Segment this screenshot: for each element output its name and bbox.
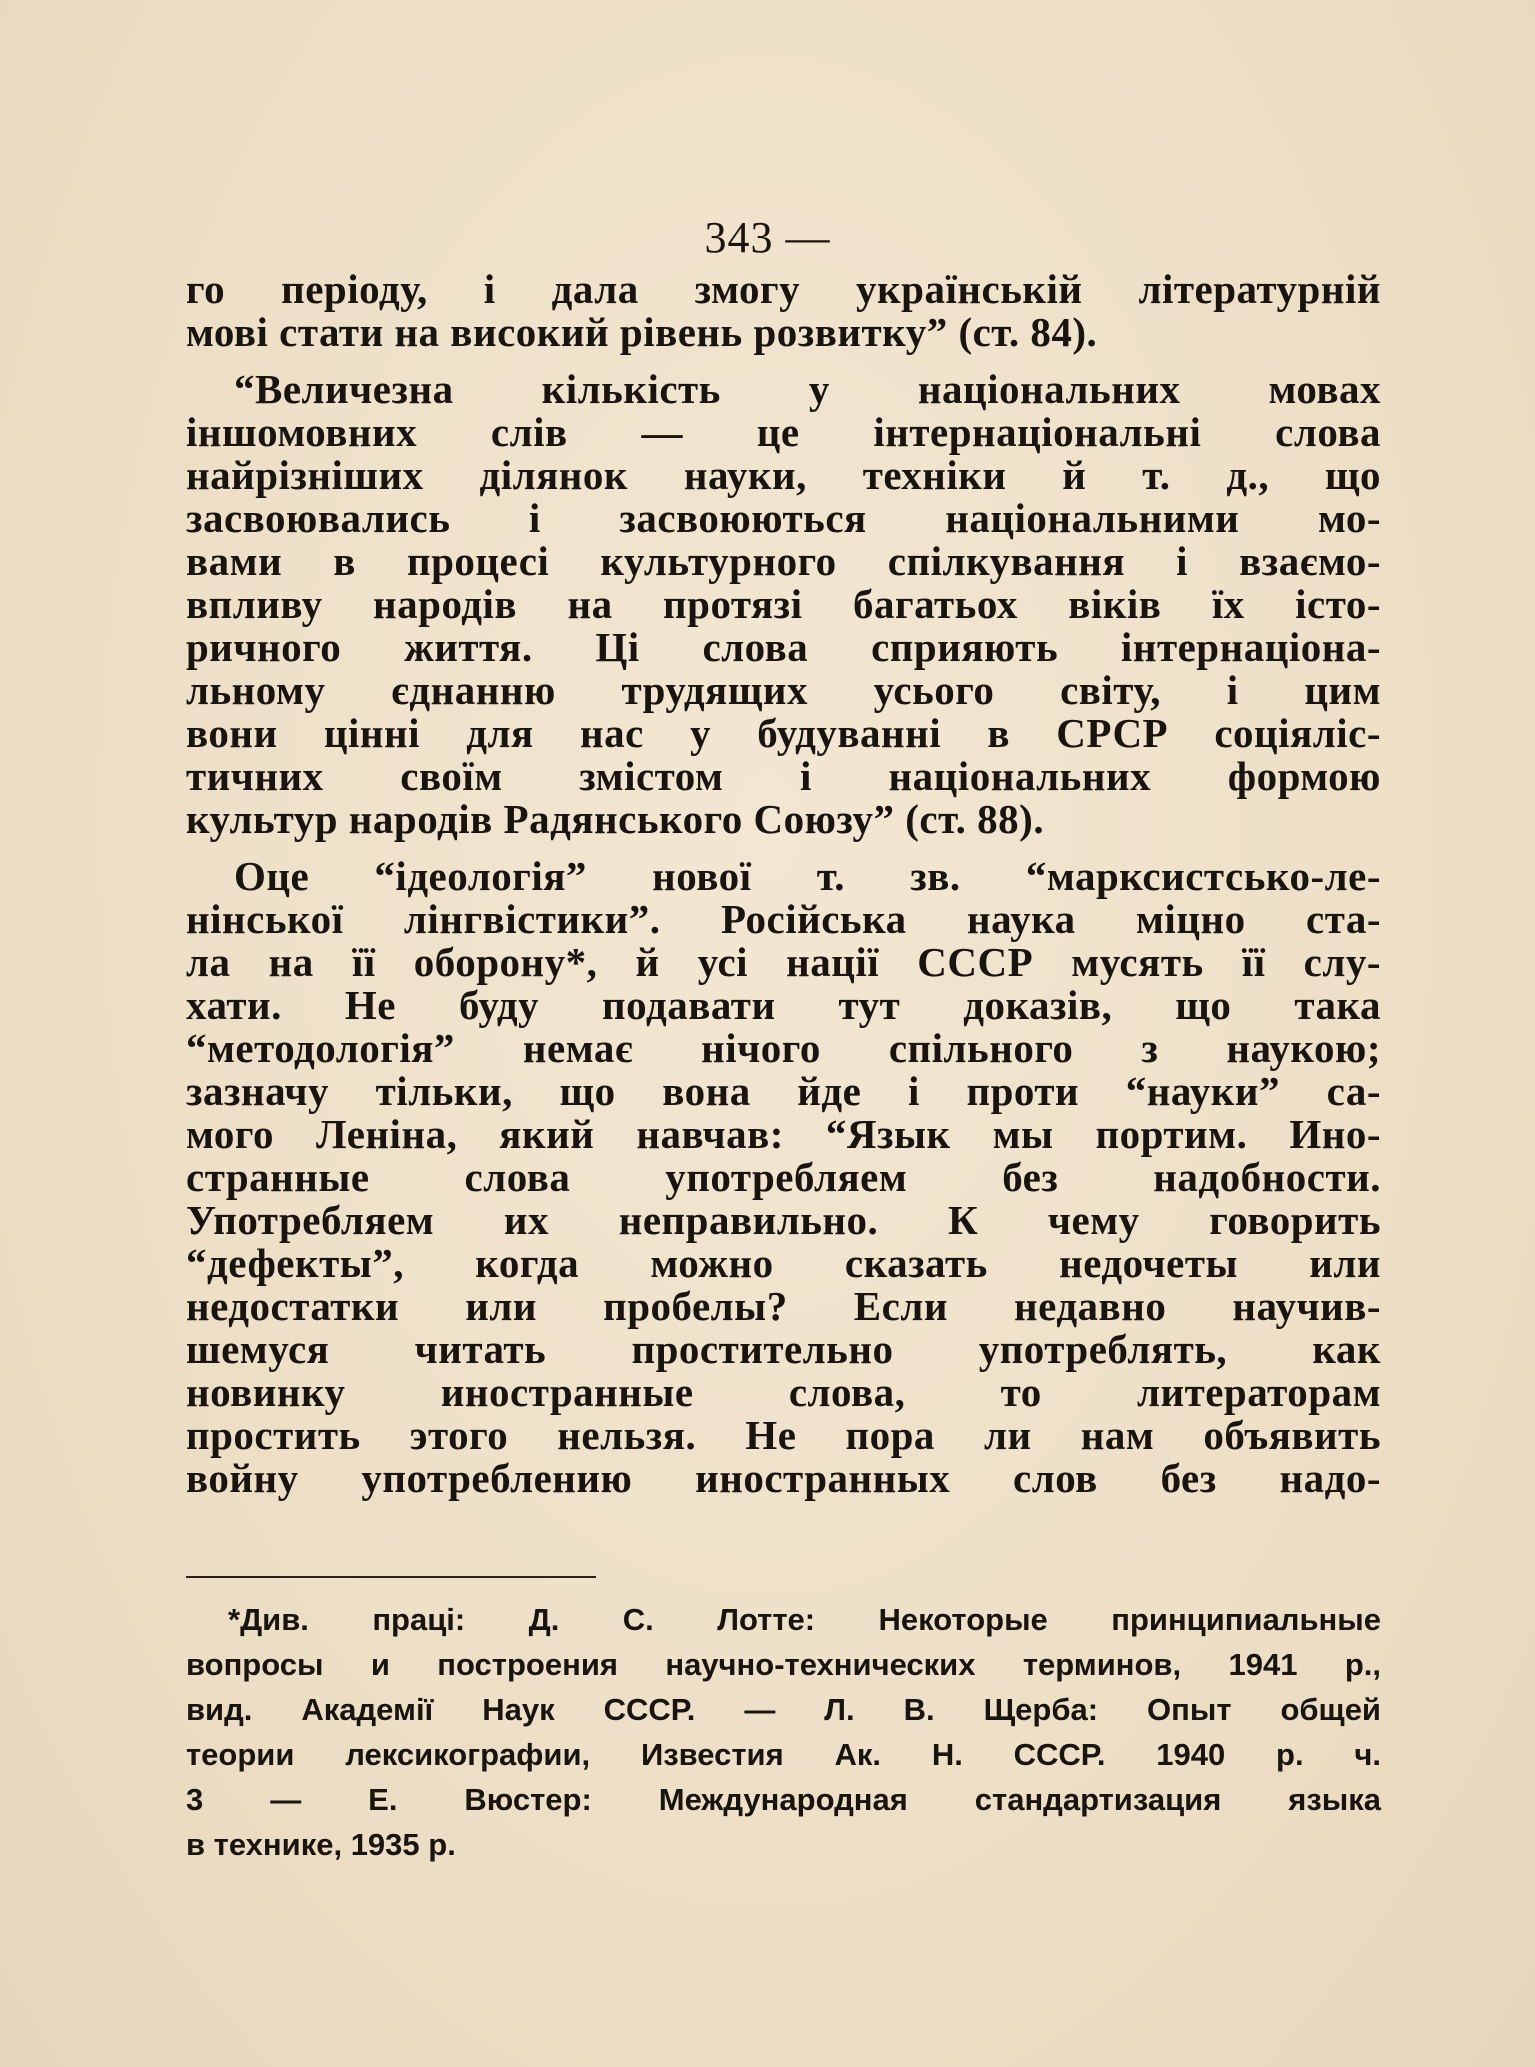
footnote-line: вид. Академії Наук СССР. — Л. В. Щерба: Опыт общей <box>186 1692 1381 1727</box>
text-line: “методологія” немає нічого спільного з наукою; <box>186 1025 1381 1071</box>
text-line: простить этого нельзя. Не пора ли нам объявить <box>186 1412 1381 1458</box>
text-line: шемуся читать простительно употреблять, как <box>186 1326 1381 1372</box>
text-line: хати. Не буду подавати тут доказів, що така <box>186 982 1381 1028</box>
text-line: мові стати на високий рівень розвитку” (ст. 84). <box>186 309 1098 355</box>
text-line: новинку иностранные слова, то литераторам <box>186 1369 1381 1415</box>
text-line: Оце “ідеологія” нової т. зв. “марксистсько-ле- <box>234 853 1381 899</box>
text-line: зазначу тільки, що вона йде і проти “науки” са- <box>186 1068 1381 1114</box>
text-line: культур народів Радянського Союзу” (ст. 88). <box>186 796 1045 842</box>
text-line: ла на її оборону*, й усі нації СССР мусять її слу- <box>186 939 1381 985</box>
text-line: мого Леніна, який навчав: “Язык мы портим. Ино- <box>186 1111 1381 1157</box>
text-line: засвоювались і засвоюються національними мо- <box>186 495 1381 541</box>
text-line: ричного життя. Ці слова сприяють інтернаціона- <box>186 624 1381 670</box>
text-line: “Величезна кількість у національних мовах <box>234 366 1381 412</box>
text-line: войну употреблению иностранных слов без надо- <box>186 1455 1381 1501</box>
text-line: льному єднанню трудящих усього світу, і цим <box>186 667 1381 713</box>
footnote-line: *Див. праці: Д. С. Лотте: Некоторые принципиальные <box>228 1602 1381 1637</box>
footnote-line: 3 — Е. Вюстер: Международная стандартизация языка <box>186 1782 1381 1817</box>
text-line: го періоду, і дала змогу українській літературній <box>186 266 1381 312</box>
text-line: іншомовних слів — це інтернаціональні слова <box>186 409 1381 455</box>
text-line: странные слова употребляем без надобности. <box>186 1154 1381 1200</box>
text-line: найрізніших ділянок науки, техніки й т. д., що <box>186 452 1381 498</box>
text-line: вони цінні для нас у будуванні в СРСР соціяліс- <box>186 710 1381 756</box>
footnote-divider <box>186 1576 596 1578</box>
page-number: 343 — <box>704 213 831 262</box>
text-line: вами в процесі культурного спілкування і взаємо- <box>186 538 1381 584</box>
text-line: тичних своїм змістом і національних формою <box>186 753 1381 799</box>
footnote <box>186 1597 1381 1867</box>
text-line: Употребляем их неправильно. К чему говорить <box>186 1197 1381 1243</box>
footnote-line: вопросы и построения научно-технических терминов, 1941 р., <box>186 1647 1381 1682</box>
footnote-line: теории лексикографии, Известия Ак. Н. СССР. 1940 р. ч. <box>186 1737 1381 1772</box>
footnote-line: в технике, 1935 р. <box>186 1827 456 1862</box>
text-line: нінської лінгвістики”. Російська наука міцно ста- <box>186 896 1381 942</box>
text-line: недостатки или пробелы? Если недавно научив- <box>186 1283 1381 1329</box>
text-line: “дефекты”, когда можно сказать недочеты или <box>186 1240 1381 1286</box>
main-text <box>186 268 1381 1500</box>
text-line: впливу народів на протязі багатьох віків їх істо- <box>186 581 1381 627</box>
